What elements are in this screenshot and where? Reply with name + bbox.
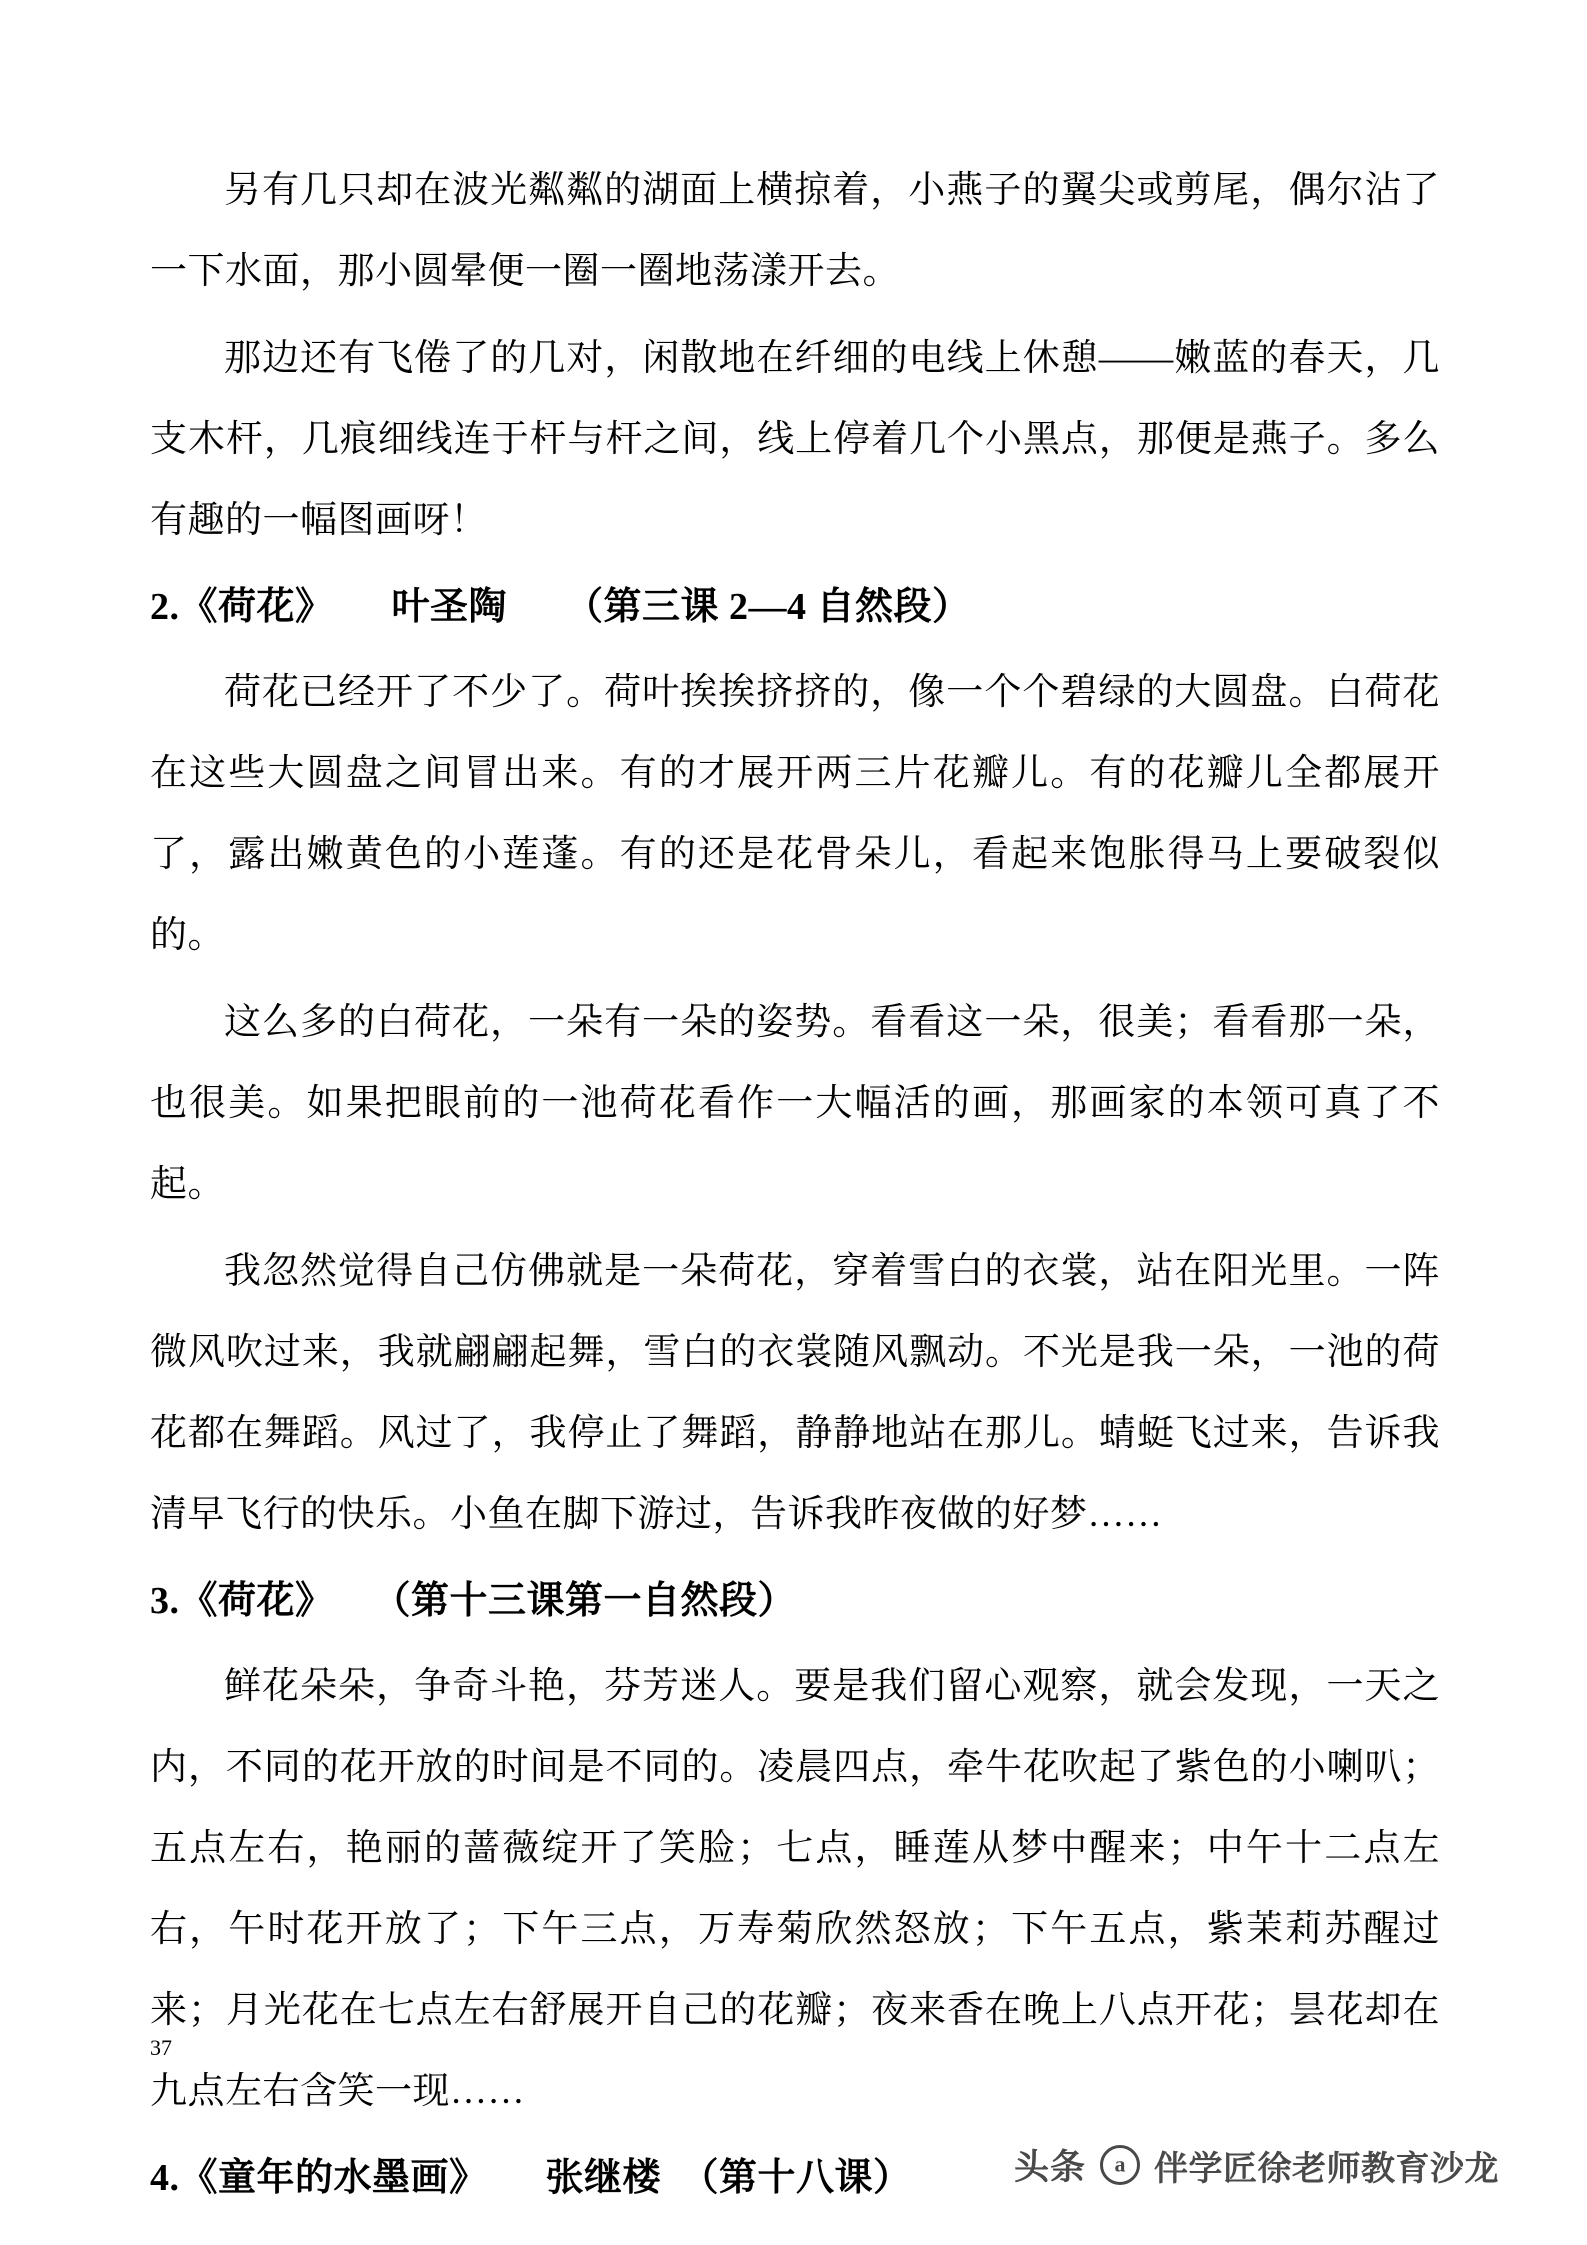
section-heading-2: 2.《荷花》 叶圣陶 （第三课 2—4 自然段） — [150, 586, 971, 628]
author-handle: 伴学匠徐老师教育沙龙 — [1154, 2149, 1499, 2188]
section-heading-3: 3.《荷花》 （第十三课第一自然段） — [150, 1580, 797, 1622]
paragraph: 鲜花朵朵，争奇斗艳，芬芳迷人。要是我们留心观察，就会发现，一天之内，不同的花开放的时间是不同的。凌晨四点，牵牛花吹起了紫色的小喇叭；五点左右，艳丽的蔷薇绽开了笑脸；七点，睡莲从梦中醒来；中午十二点左右，午时花开放了；下午三点，万寿菊欣然怒放；下午五点，紫茉莉苏醒过来；月光花在七点左右舒展开自己的花瓣；夜来香在晚上八点开花；昙花却在九点左右含笑一现…… — [150, 1666, 1440, 2112]
paragraph: 另有几只却在波光粼粼的湖面上横掠着，小燕子的翼尖或剪尾，偶尔沾了一下水面，那小圆晕便一圈一圈地荡漾开去。 — [150, 170, 1440, 292]
page-number: 37 — [150, 2035, 172, 2060]
paragraph: 那边还有飞倦了的几对，闲散地在纤细的电线上休憩——嫩蓝的春天，几支木杆，几痕细线连于杆与杆之间，线上停着几个小黑点，那便是燕子。多么有趣的一幅图画呀！ — [150, 338, 1440, 541]
section-heading-4: 4.《童年的水墨画》 张继楼 （第十八课） — [150, 2157, 912, 2199]
document-body — [150, 150, 1440, 2223]
footer-watermark — [1014, 2140, 1499, 2190]
paragraph: 这么多的白荷花，一朵有一朵的姿势。看看这一朵，很美；看看那一朵，也很美。如果把眼前的一池荷花看作一大幅活的画，那画家的本领可真了不起。 — [150, 1002, 1440, 1205]
at-sign-icon — [1100, 2145, 1140, 2185]
paragraph: 荷花已经开了不少了。荷叶挨挨挤挤的，像一个个碧绿的大圆盘。白荷花在这些大圆盘之间冒出来。有的才展开两三片花瓣儿。有的花瓣儿全都展开了，露出嫩黄色的小莲蓬。有的还是花骨朵儿，看起来饱胀得马上要破裂似的。 — [150, 672, 1440, 956]
paragraph: 我忽然觉得自己仿佛就是一朵荷花，穿着雪白的衣裳，站在阳光里。一阵微风吹过来，我就翩翩起舞，雪白的衣裳随风飘动。不光是我一朵，一池的荷花都在舞蹈。风过了，我停止了舞蹈，静静地站在那儿。蜻蜓飞过来，告诉我清早飞行的快乐。小鱼在脚下游过，告诉我昨夜做的好梦…… — [150, 1251, 1440, 1535]
brand-label: 头条 — [1013, 2148, 1086, 2187]
